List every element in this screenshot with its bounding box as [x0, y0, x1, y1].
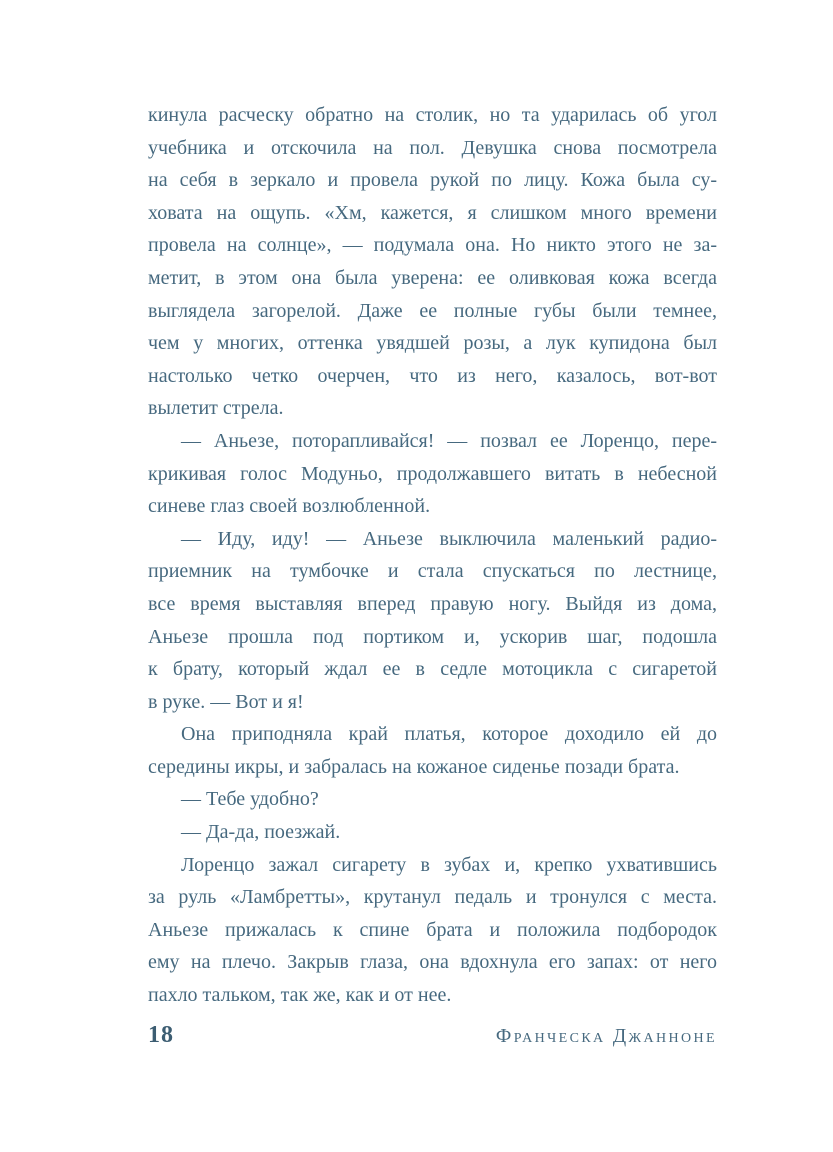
- text-line: синеве глаз своей возлюбленной.: [148, 495, 431, 518]
- text-line: чем у многих, оттенка увядшей розы, а лук купидона был: [148, 332, 717, 355]
- text-line: — Иду, иду! — Аньезе выключила маленький радио-: [181, 527, 717, 550]
- page-text: [148, 99, 717, 1012]
- text-line: настолько четко очерчен, что из него, казалось, вот-вот: [148, 364, 717, 387]
- text-line: приемник на тумбочке и стала спускаться по лестнице,: [148, 560, 717, 583]
- page-number: 18: [148, 1022, 174, 1048]
- text-line: середины икры, и забралась на кожаное сиденье позади брата.: [148, 755, 680, 778]
- text-line: за руль «Ламбретты», крутанул педаль и тронулся с места.: [148, 886, 717, 909]
- text-line: Она приподняла край платья, которое доходило ей до: [181, 723, 717, 746]
- text-line: метит, в этом она была уверена: ее оливковая кожа всегда: [148, 266, 717, 289]
- text-line: на себя в зеркало и провела рукой по лицу. Кожа была су-: [148, 169, 717, 192]
- text-line: выглядела загорелой. Даже ее полные губы были темнее,: [148, 299, 717, 322]
- text-line: все время выставляя вперед правую ногу. Выйдя из дома,: [148, 592, 717, 615]
- text-line: — Да-да, поезжай.: [181, 821, 341, 844]
- text-line: — Тебе удобно?: [181, 788, 319, 811]
- text-line: вылетит стрела.: [148, 397, 284, 420]
- text-line: ховата на ощупь. «Хм, кажется, я слишком много времени: [148, 201, 717, 224]
- text-line: пахло тальком, так же, как и от нее.: [148, 984, 452, 1007]
- text-line: Аньезе прошла под портиком и, ускорив шаг, подошла: [148, 625, 717, 648]
- text-line: учебника и отскочила на пол. Девушка снова посмотрела: [148, 136, 717, 159]
- text-line: ему на плечо. Закрыв глаза, она вдохнула его запах: от него: [148, 951, 717, 974]
- page-footer: [148, 1022, 717, 1049]
- text-line: крикивая голос Модуньо, продолжавшего витать в небесной: [148, 462, 717, 485]
- running-head-author: Франческа Джанноне: [495, 1026, 717, 1047]
- text-line: Аньезе прижалась к спине брата и положила подбородок: [148, 918, 717, 941]
- text-line: в руке. — Вот и я!: [148, 690, 304, 713]
- text-line: Лоренцо зажал сигарету в зубах и, крепко ухватившись: [181, 853, 717, 876]
- text-line: — Аньезе, поторапливайся! — позвал ее Лоренцо, пере-: [181, 429, 717, 452]
- text-line: кинула расческу обратно на столик, но та ударилась об угол: [148, 104, 717, 126]
- text-line: к брату, который ждал ее в седле мотоцикла с сигаретой: [148, 658, 717, 681]
- text-line: провела на солнце», — подумала она. Но никто этого не за-: [148, 234, 717, 257]
